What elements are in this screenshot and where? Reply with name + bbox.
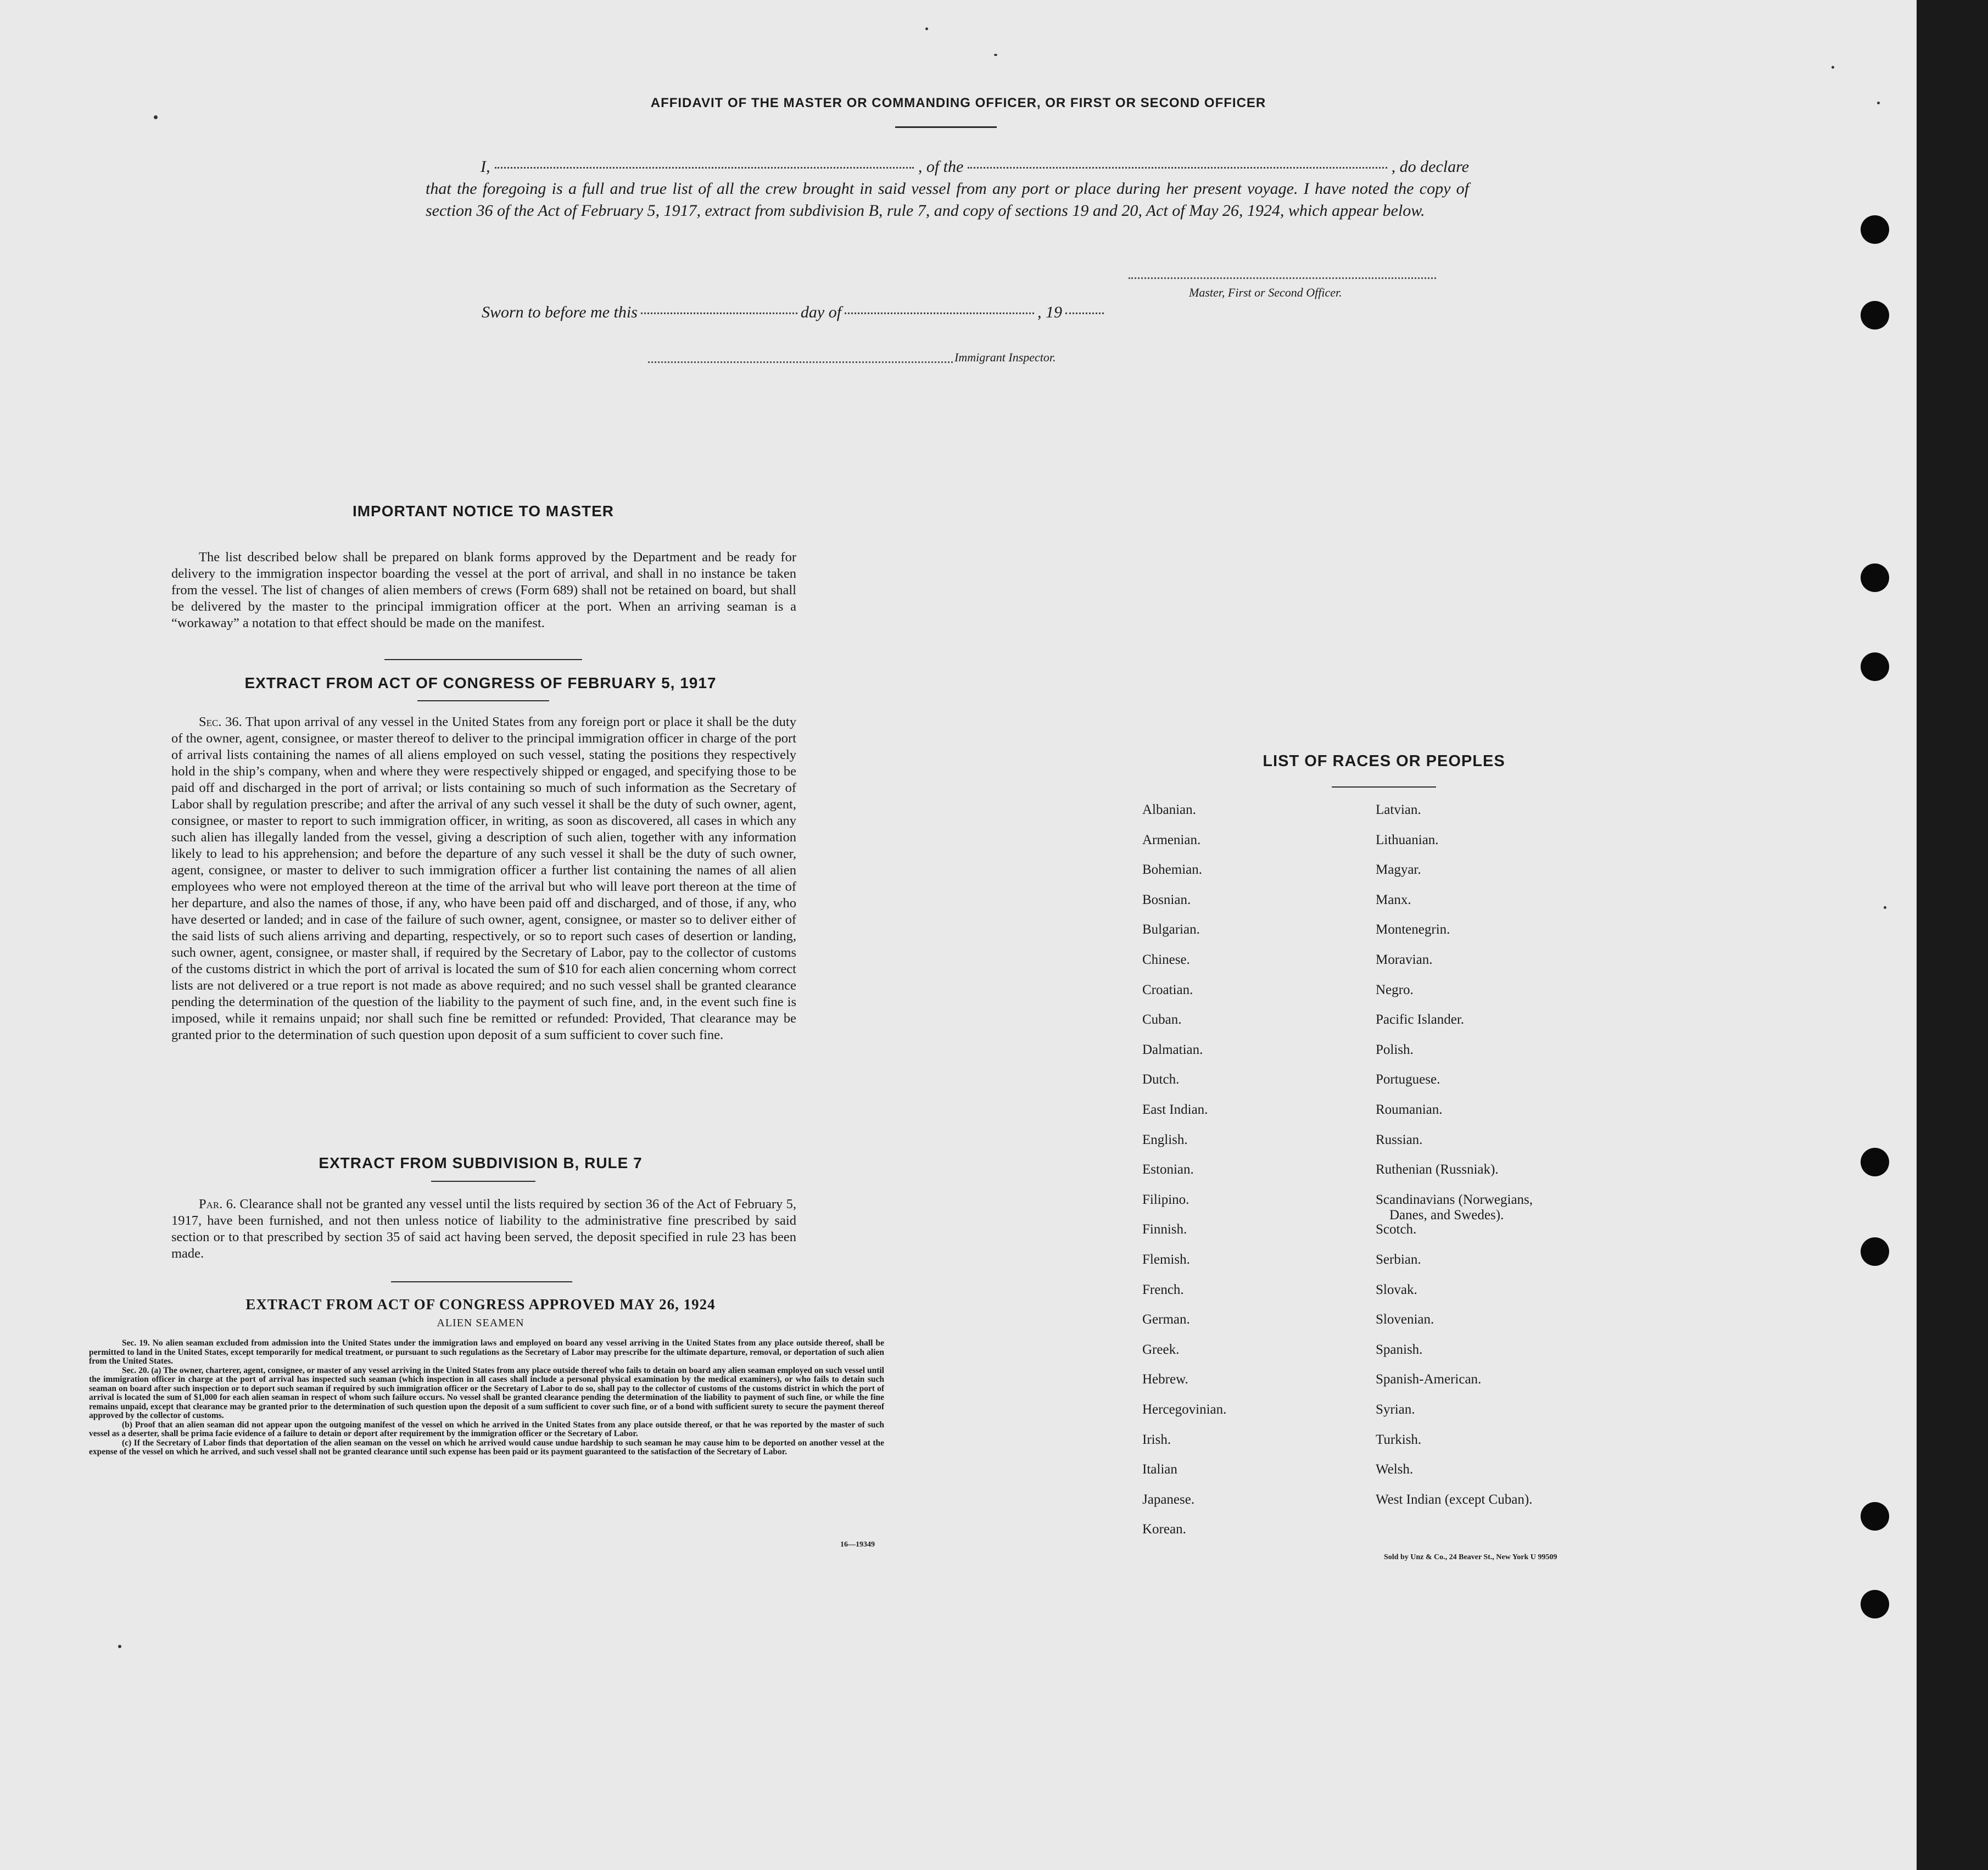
race-item: West Indian (except Cuban). bbox=[1376, 1492, 1533, 1507]
section-divider bbox=[431, 1181, 535, 1182]
race-item: Lithuanian. bbox=[1376, 832, 1439, 847]
race-item: Slovak. bbox=[1376, 1282, 1417, 1297]
binder-hole bbox=[1861, 1237, 1889, 1266]
race-item: Italian bbox=[1142, 1462, 1177, 1477]
inspector-signature-line[interactable] bbox=[648, 361, 953, 363]
extract-1917-text-block bbox=[171, 714, 796, 1043]
race-item: Dutch. bbox=[1142, 1072, 1180, 1087]
race-item: Finnish. bbox=[1142, 1222, 1187, 1237]
race-item: English. bbox=[1142, 1132, 1188, 1147]
vessel-name-blank[interactable] bbox=[968, 167, 1387, 169]
sworn-line bbox=[482, 303, 1152, 322]
race-item: Serbian. bbox=[1376, 1252, 1421, 1267]
affidavit-statement: that the foregoing is a full and true list of all the crew brought in said vessel from any port or place during her present voyage. I have noted the copy of section 36 of the Act of February 5, 1917, extract from subdivision B, rule 7, and copy of sections 19 and 20, Act of May 26, 1924, which appear below. bbox=[426, 180, 1469, 220]
year-prefix: , 19 bbox=[1037, 303, 1063, 321]
race-item: Portuguese. bbox=[1376, 1072, 1440, 1087]
extract-1924-title: EXTRACT FROM ACT OF CONGRESS APPROVED MAY 26, 1924 bbox=[245, 1296, 716, 1313]
race-item: Latvian. bbox=[1376, 802, 1421, 817]
race-item: Negro. bbox=[1376, 982, 1414, 997]
day-of-label: day of bbox=[800, 303, 842, 321]
race-item: Korean. bbox=[1142, 1522, 1186, 1537]
notice-title: IMPORTANT NOTICE TO MASTER bbox=[352, 503, 615, 520]
race-item: Turkish. bbox=[1376, 1432, 1422, 1447]
declarant-name-blank[interactable] bbox=[495, 167, 914, 169]
race-item: Scotch. bbox=[1376, 1222, 1417, 1237]
race-item: Ruthenian (Russniak). bbox=[1376, 1162, 1499, 1177]
ink-speck bbox=[925, 27, 928, 30]
declarant-line bbox=[426, 156, 1469, 178]
race-item: Irish. bbox=[1142, 1432, 1171, 1447]
race-item: Estonian. bbox=[1142, 1162, 1194, 1177]
race-item: German. bbox=[1142, 1312, 1190, 1327]
binder-hole bbox=[1861, 1502, 1889, 1531]
extract-1924-text-block bbox=[89, 1339, 884, 1457]
sec-20c-text: (c) If the Secretary of Labor finds that deportation of the alien seaman on the vessel on which he arrived would cause undue hardship to such seaman he may cause him to be deported on another vessel at the expense of the vessel on which he arrived, and such vessel shall not be granted clearance until such expense has been paid or its payment guaranteed to the satisfaction of the Secretary of Labor. bbox=[89, 1438, 884, 1456]
inspector-signature-label: Immigrant Inspector. bbox=[954, 350, 1056, 364]
ink-speck bbox=[1831, 66, 1834, 69]
binder-hole bbox=[1861, 1590, 1889, 1618]
race-item: Filipino. bbox=[1142, 1192, 1190, 1207]
sold-by-imprint: Sold by Unz & Co., 24 Beaver St., New York U 99509 bbox=[1384, 1553, 1557, 1561]
race-item: Hercegovinian. bbox=[1142, 1402, 1227, 1417]
race-item: Croatian. bbox=[1142, 982, 1193, 997]
sworn-month-blank[interactable] bbox=[845, 312, 1034, 314]
race-item: Bosnian. bbox=[1142, 892, 1191, 907]
races-title: LIST OF RACES OR PEOPLES bbox=[1263, 752, 1505, 770]
sworn-year-blank[interactable] bbox=[1065, 312, 1104, 314]
title-divider bbox=[895, 126, 997, 128]
race-item: Hebrew. bbox=[1142, 1372, 1188, 1387]
race-item: Greek. bbox=[1142, 1342, 1180, 1357]
of-the-label: , of the bbox=[918, 158, 964, 176]
race-item: Spanish. bbox=[1376, 1342, 1423, 1357]
affidavit-title: AFFIDAVIT OF THE MASTER OR COMMANDING OFFICER, OR FIRST OR SECOND OFFICER bbox=[650, 96, 1266, 110]
race-item: Danes, and Swedes). bbox=[1389, 1207, 1504, 1223]
race-item: East Indian. bbox=[1142, 1102, 1208, 1117]
extract-rule7-text-block bbox=[171, 1196, 796, 1262]
race-item: Syrian. bbox=[1376, 1402, 1415, 1417]
notice-text-block bbox=[171, 549, 796, 632]
form-number: 16—19349 bbox=[840, 1540, 875, 1549]
race-item: Spanish-American. bbox=[1376, 1372, 1482, 1387]
sec-20b-text: (b) Proof that an alien seaman did not appear upon the outgoing manifest of the vessel on which he arrived in the United States from any place outside thereof, or that he was reported by the master of such vessel as a deserter, shall be prima facie evidence of a failure to detain or deport after requirement by the immigration officer or the Secretary of Labor. bbox=[89, 1420, 884, 1438]
sworn-prefix: Sworn to before me this bbox=[482, 303, 638, 321]
binder-hole bbox=[1861, 215, 1889, 244]
par-6-label: Par. 6. bbox=[199, 1197, 237, 1212]
master-signature-line[interactable] bbox=[1129, 277, 1436, 279]
ink-speck bbox=[994, 54, 997, 56]
race-item: Scandinavians (Norwegians, bbox=[1376, 1192, 1533, 1207]
ink-speck bbox=[1884, 906, 1886, 909]
race-item: French. bbox=[1142, 1282, 1184, 1297]
binder-hole bbox=[1861, 1148, 1889, 1176]
race-item: Slovenian. bbox=[1376, 1312, 1434, 1327]
section-divider bbox=[391, 1281, 572, 1282]
race-item: Flemish. bbox=[1142, 1252, 1190, 1267]
extract-1917-title: EXTRACT FROM ACT OF CONGRESS OF FEBRUARY 5, 1917 bbox=[244, 674, 717, 691]
affidavit-statement-block bbox=[426, 156, 1469, 222]
ink-speck bbox=[1877, 102, 1880, 104]
race-item: Roumanian. bbox=[1376, 1102, 1443, 1117]
race-item: Albanian. bbox=[1142, 802, 1196, 817]
master-signature-label: Master, First or Second Officer. bbox=[1189, 286, 1342, 299]
race-item: Chinese. bbox=[1142, 952, 1190, 967]
race-item: Pacific Islander. bbox=[1376, 1012, 1465, 1028]
notice-text: The list described below shall be prepared on blank forms approved by the Department and be ready for delivery to the immigration inspector boarding the vessel at the port of arrival, and shall in no instance be taken from the vessel. The list of changes of alien members of crews (Form 689) shall not be retained on board, but shall be delivered by the master to the principal immigration officer at the port. When an arriving seaman is a “workaway” a notation to that effect should be made on the manifest. bbox=[171, 550, 796, 630]
i-prefix: I, bbox=[481, 158, 490, 176]
race-item: Polish. bbox=[1376, 1042, 1414, 1057]
race-item: Bohemian. bbox=[1142, 862, 1203, 878]
par-6-text: Clearance shall not be granted any vessel until the lists required by section 36 of the Act of February 5, 1917, have been furnished, and not then unless notice of liability to the administrative fine prescribed by said section or to that prescribed by section 35 of said act having been served, the deposit specified in rule 23 has been made. bbox=[171, 1197, 797, 1261]
races-divider bbox=[1332, 786, 1436, 788]
do-declare-label: , do declare bbox=[1391, 158, 1469, 176]
race-item: Magyar. bbox=[1376, 862, 1421, 878]
section-divider bbox=[417, 700, 549, 701]
binder-hole bbox=[1861, 652, 1889, 681]
alien-seamen-subtitle: ALIEN SEAMEN bbox=[437, 1317, 524, 1329]
race-item: Welsh. bbox=[1376, 1462, 1414, 1477]
binder-hole bbox=[1861, 563, 1889, 592]
race-item: Bulgarian. bbox=[1142, 922, 1200, 937]
sec-19-text: Sec. 19. No alien seaman excluded from admission into the United States under the immigration laws and employed on board any vessel arriving in the United States from any place outside thereof, shall be permitted to land in the United States, except temporarily for medical treatment, or pursuant to such regulations as the Secretary of Labor may prescribe for the ultimate departure, removal, or deportation of such alien from the United States. bbox=[89, 1338, 884, 1366]
ink-speck bbox=[118, 1645, 121, 1648]
sec-20a-text: Sec. 20. (a) The owner, charterer, agent, consignee, or master of any vessel arriving in the United States from any place outside thereof who fails to detain on board any alien seaman employed on such vessel until the immigration officer in charge at the port of arrival has inspected such seaman (which inspection in all cases shall include a personal physical examination by the medical examiners), or who fails to detain such seaman on board after such inspection or to deport such seaman if required by such immigration officer or the Secretary of Labor to do so, shall pay to the collector of customs of the customs district in which the port of arrival is located the sum of $1,000 for each alien seaman in respect of whom such failure occurs. No vessel shall be granted clearance pending the determination of the liability to payment of such fine, or while the fine remains unpaid, except that clearance may be granted prior to the determination of such question upon the deposit of a sum sufficient to cover such fine, or of a bond with sufficient surety to secure the payment thereof approved by the collector of customs. bbox=[89, 1365, 884, 1420]
race-item: Japanese. bbox=[1142, 1492, 1195, 1507]
race-item: Dalmatian. bbox=[1142, 1042, 1203, 1057]
ink-speck bbox=[154, 115, 158, 119]
race-item: Cuban. bbox=[1142, 1012, 1182, 1028]
section-divider bbox=[384, 659, 582, 660]
race-item: Moravian. bbox=[1376, 952, 1433, 967]
race-item: Russian. bbox=[1376, 1132, 1423, 1147]
race-item: Montenegrin. bbox=[1376, 922, 1450, 937]
extract-rule7-title: EXTRACT FROM SUBDIVISION B, RULE 7 bbox=[319, 1154, 643, 1171]
race-item: Armenian. bbox=[1142, 832, 1201, 847]
race-item: Manx. bbox=[1376, 892, 1411, 907]
sworn-day-blank[interactable] bbox=[641, 312, 797, 314]
sec-36-label: Sec. 36. bbox=[199, 714, 242, 729]
binder-hole bbox=[1861, 301, 1889, 330]
sec-36-text: That upon arrival of any vessel in the United States from any foreign port or place it shall be the duty of the owner, agent, consignee, or master thereof to deliver to the principal immigration officer in charge of the port of arrival lists containing the names of all aliens employed on such vessel, stating the positions they respectively hold in the ship’s company, when and where they were respectively shipped or engaged, and specifying those to be paid off and discharged in the port of arrival; or lists containing so much of such information as the Secretary of Labor shall by regulation prescribe; and after the arrival of any such vessel it shall be the duty of such owner, agent, consignee, or master to report to such immigration officer, in writing, as soon as discovered, all cases in which any such alien has illegally landed from the vessel, giving a description of such alien, together with any information likely to lead to his apprehension; and before the departure of any such vessel it shall be the duty of such owner, agent, consignee, or master to deliver to such immigration officer a further list containing the names of all alien employees who were not employed thereon at the time of the arrival but who will leave port thereon at the time of her departure, and also the names of those, if any, who have been paid off and discharged, and of those, if any, who have deserted or landed; and in case of the failure of such owner, agent, consignee, or master so to deliver either of the said lists of such aliens arriving and departing, respectively, or so to report such cases of desertion or landing, such owner, agent, consignee, or master shall, if required by the Secretary of Labor, pay to the collector of customs of the customs district in which the port of arrival is located the sum of $10 for each alien concerning whom correct lists are not delivered or a true report is not made as above required; and no such vessel shall be granted clearance pending the determination of the question of the liability to the payment of such fine, and, in the event such fine is imposed, while it remains unpaid; nor shall such fine be remitted or refunded: Provided, That clearance may be granted prior to the determination of such question upon deposit of a sum sufficient to cover such fine. bbox=[171, 714, 796, 1042]
